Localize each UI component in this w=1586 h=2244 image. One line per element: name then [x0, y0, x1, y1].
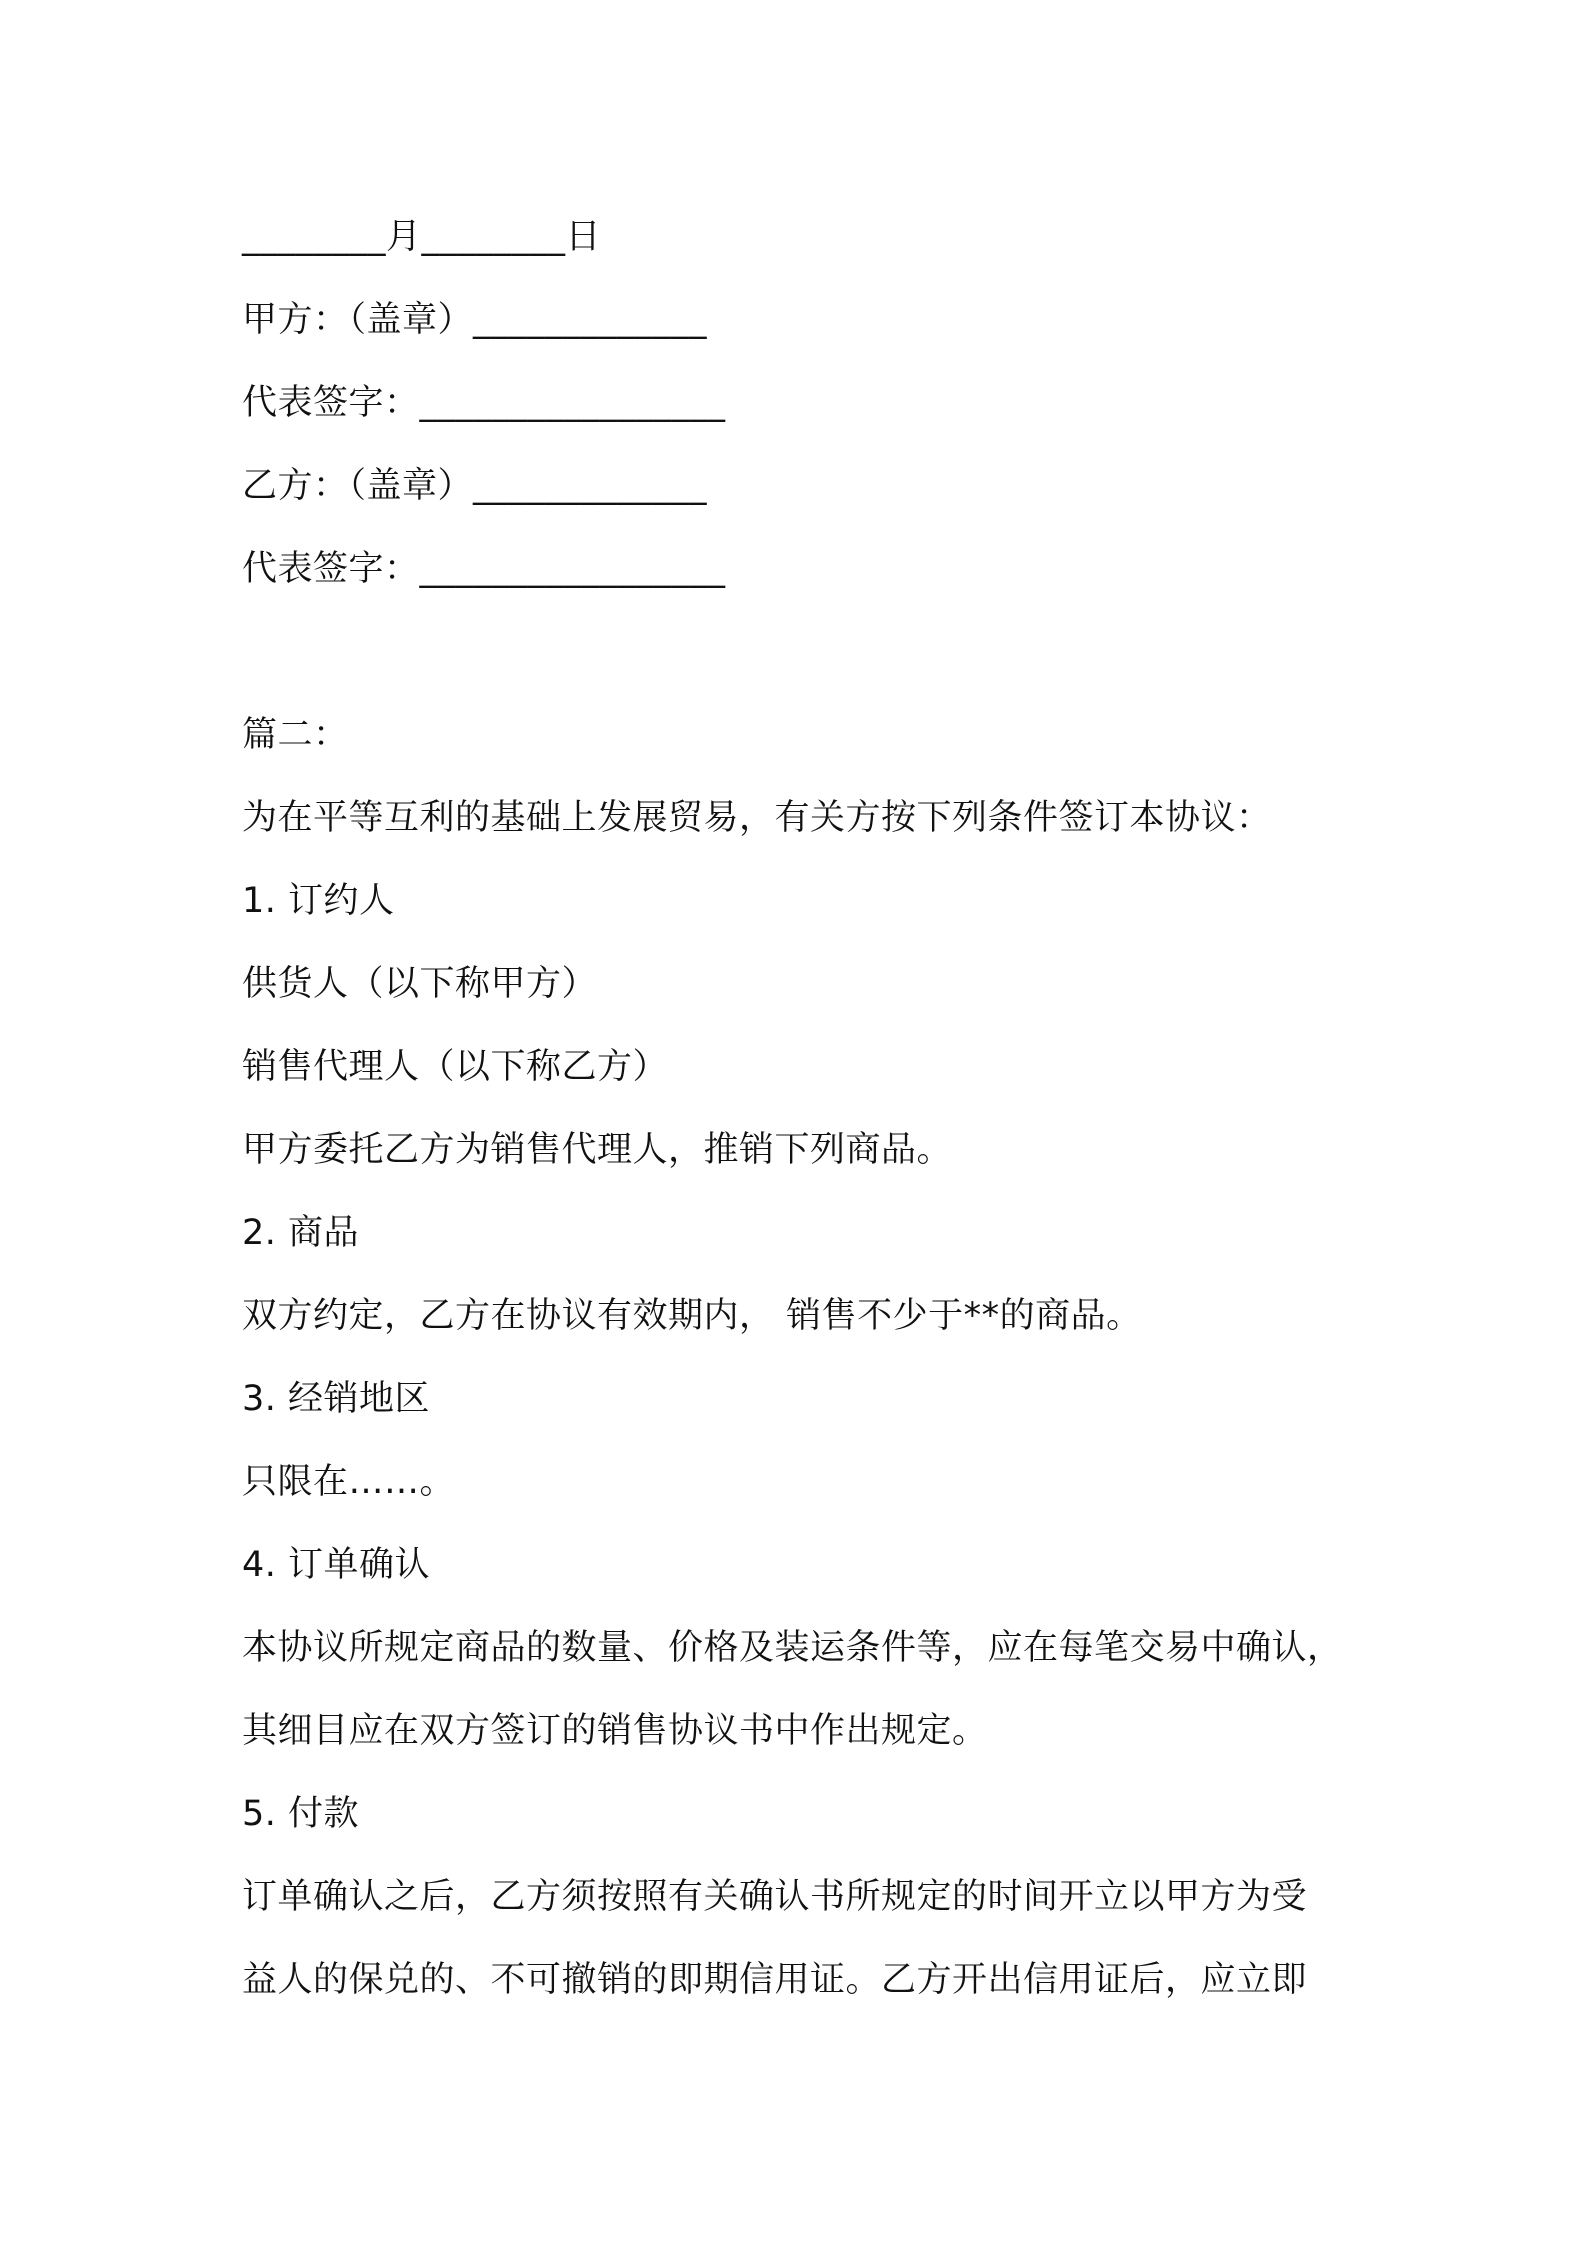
clause-text: 本协议所规定商品的数量、价格及装运条件等，应在每笔交易中确认， — [242, 1628, 1343, 1668]
clause-heading-goods: 2. 商品 — [242, 1213, 360, 1253]
clause-text: 订单确认之后，乙方须按照有关确认书所规定的时间开立以甲方为受 — [242, 1877, 1308, 1917]
clause-text: 甲方委托乙方为销售代理人，推销下列商品。 — [242, 1130, 953, 1170]
party-b-seal-line: 乙方：（盖章）_____________ — [242, 466, 708, 506]
clause-heading-payment: 5. 付款 — [242, 1794, 360, 1834]
document-body — [242, 196, 1362, 2022]
clause-text: 供货人（以下称甲方） — [242, 964, 598, 1004]
clause-heading-contracting-parties: 1. 订约人 — [242, 881, 395, 921]
clause-text: 其细目应在双方签订的销售协议书中作出规定。 — [242, 1711, 988, 1751]
section-title: 篇二： — [242, 715, 349, 755]
clause-text: 销售代理人（以下称乙方） — [242, 1047, 669, 1087]
party-a-signature-line: 代表签字：_________________ — [242, 383, 726, 423]
clause-heading-order-confirmation: 4. 订单确认 — [242, 1545, 431, 1585]
intro-paragraph: 为在平等互利的基础上发展贸易，有关方按下列条件签订本协议： — [242, 798, 1272, 838]
clause-text: 只限在……。 — [242, 1462, 456, 1502]
party-b-signature-line: 代表签字：_________________ — [242, 549, 726, 589]
date-line: ________月________日 — [242, 217, 602, 257]
clause-text: 益人的保兑的、不可撤销的即期信用证。乙方开出信用证后，应立即 — [242, 1960, 1308, 2000]
clause-heading-region: 3. 经销地区 — [242, 1379, 431, 1419]
section-spacer — [242, 611, 1362, 694]
party-a-seal-line: 甲方：（盖章）_____________ — [242, 300, 708, 340]
clause-text: 双方约定，乙方在协议有效期内， 销售不少于**的商品。 — [242, 1296, 1142, 1336]
